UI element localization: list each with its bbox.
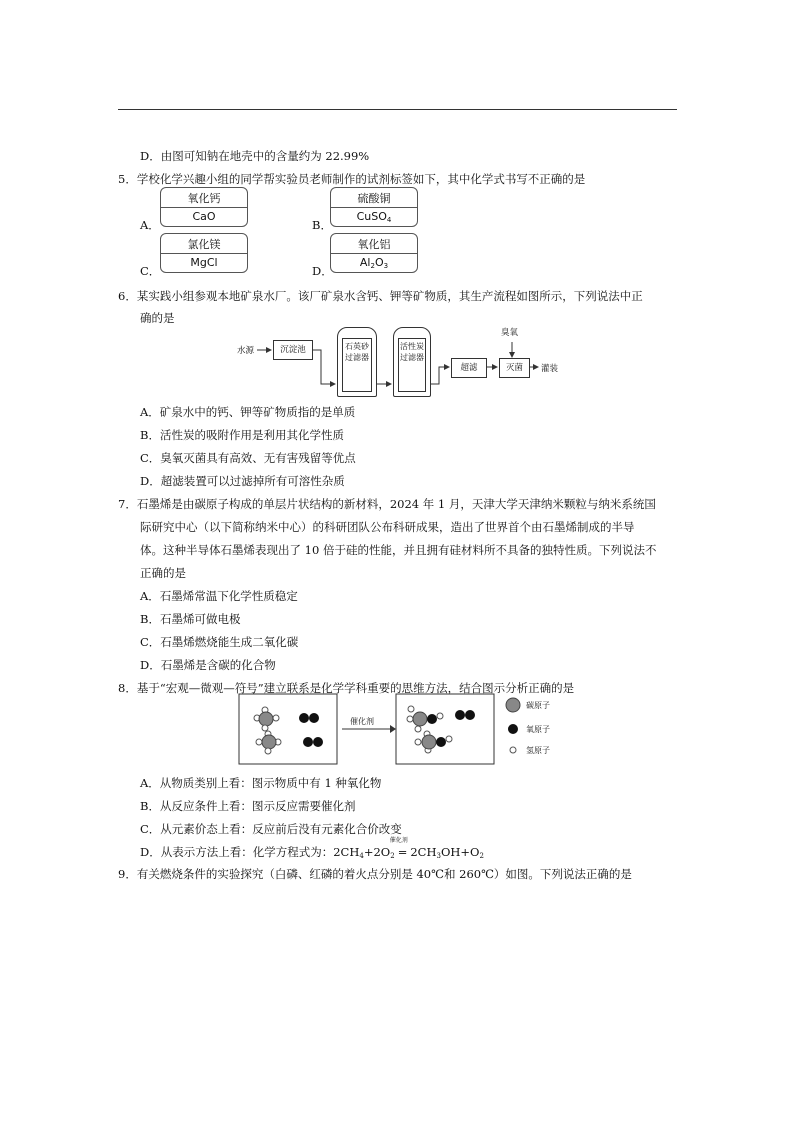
flow-diagram	[235, 322, 565, 397]
equation-left: $2CH_4+2O_2$	[333, 845, 395, 860]
q8-option-d	[140, 837, 484, 860]
flow-ultrafiltration: 超滤	[451, 358, 487, 378]
flow-filling: 灌装	[541, 364, 559, 374]
q8-option-d-prefix: D．从表示方法上看：化学方程式为：	[140, 845, 334, 859]
label-card-c	[160, 233, 248, 273]
header-rule	[118, 109, 677, 110]
q7-line-2: 际研究中心（以下简称纳米中心）的科研团队公布科研成果，造出了世界首个由石墨烯制成的半导	[140, 520, 635, 534]
legend-carbon: 碳原子	[526, 701, 550, 710]
flow-sand-filter: 石英砂过滤器	[337, 327, 377, 397]
label-name: 氯化镁	[187, 238, 221, 251]
label-formula: MgCl	[190, 256, 218, 269]
oxygen-molecule	[303, 737, 323, 747]
label-formula: $Al_2O_3$	[359, 256, 389, 270]
q7-line-3: 体。这种半导体石墨烯表现出了 10 倍于硅的性能，并且拥有硅材料所不具备的独特性质。下列说法不	[140, 543, 657, 557]
q7-option-b: B．石墨烯可做电极	[140, 612, 241, 626]
flow-source: 水源	[237, 346, 255, 356]
equation-right: $2CH_3OH+O_2$	[410, 845, 484, 860]
label-card-b	[330, 187, 418, 227]
flow-ozone: 臭氧	[501, 328, 519, 338]
q6-option-b: B．活性炭的吸附作用是利用其化学性质	[140, 428, 344, 442]
label-name: 氧化铝	[357, 238, 391, 251]
q5-letter-c: C．	[140, 264, 161, 278]
flow-sedimentation-tank: 沉淀池	[273, 340, 313, 360]
methane-molecule	[256, 731, 281, 754]
q6-option-c: C．臭氧灭菌具有高效、无有害残留等优点	[140, 451, 356, 465]
legend-hydrogen-swatch	[510, 747, 516, 753]
label-name: 氧化钙	[187, 192, 221, 205]
label-card-d	[330, 233, 418, 273]
q8-option-b: B．从反应条件上看：图示反应需要催化剂	[140, 799, 356, 813]
molecule-diagram	[238, 692, 558, 767]
q6-stem-2: 确的是	[140, 311, 175, 325]
equation-sign: 催化剂 =	[389, 837, 408, 859]
q9-stem: 9．有关燃烧条件的实验探究（白磷、红磷的着火点分别是 40℃和 260℃）如图。下列说法正确的是	[118, 867, 632, 881]
q7-option-d: D．石墨烯是含碳的化合物	[140, 658, 276, 672]
catalyst-label: 催化剂	[350, 717, 374, 726]
label-name: 硫酸铜	[357, 192, 391, 205]
q7-line-4: 正确的是	[140, 566, 186, 580]
oxygen-molecule	[299, 713, 319, 723]
label-card-a	[160, 187, 248, 227]
q7-line-1: 7．石墨烯是由碳原子构成的单层片状结构的新材料，2024 年 1 月，天津大学天津纳米颗粒与纳米系统国	[118, 497, 656, 511]
q5-stem: 5．学校化学兴趣小组的同学帮实验员老师制作的试剂标签如下，其中化学式书写不正确的是	[118, 172, 586, 186]
q6-option-d: D．超滤装置可以过滤掉所有可溶性杂质	[140, 474, 345, 488]
legend-carbon-swatch	[506, 698, 520, 712]
q8-stem: 8．基于“宏观—微观—符号”建立联系是化学学科重要的思维方法，结合图示分析正确的是	[118, 681, 575, 695]
legend-hydrogen: 氢原子	[526, 746, 550, 755]
flow-carbon-filter: 活性炭过滤器	[393, 327, 431, 397]
q4-option-d: D．由图可知钠在地壳中的含量约为 22.99%	[140, 149, 370, 163]
q8-option-c: C．从元素价态上看：反应前后没有元素化合价改变	[140, 822, 402, 836]
q6-stem-1: 6．某实践小组参观本地矿泉水厂。该厂矿泉水含钙、钾等矿物质，其生产流程如图所示，下列说法中正	[118, 289, 643, 303]
label-formula: CuSO$_4$	[356, 210, 392, 224]
q7-option-c: C．石墨烯燃烧能生成二氧化碳	[140, 635, 299, 649]
q5-letter-d: D．	[312, 264, 333, 278]
q6-option-a: A．矿泉水中的钙、钾等矿物质指的是单质	[140, 405, 356, 419]
legend-oxygen: 氧原子	[526, 725, 550, 734]
flow-sterilization: 灭菌	[499, 358, 530, 378]
legend-oxygen-swatch	[508, 724, 518, 734]
q5-letter-b: B．	[312, 218, 332, 232]
q5-letter-a: A．	[140, 218, 160, 232]
molecule-figure	[238, 692, 558, 767]
q7-option-a: A．石墨烯常温下化学性质稳定	[140, 589, 298, 603]
equation-condition: 催化剂	[389, 837, 408, 844]
oxygen-molecule	[455, 710, 475, 720]
label-formula: CaO	[192, 210, 216, 223]
q8-option-a: A．从物质类别上看：图示物质中有 1 种氧化物	[140, 776, 382, 790]
methane-molecule	[254, 707, 279, 731]
methanol-molecule	[407, 706, 443, 732]
methanol-molecule	[415, 731, 452, 753]
